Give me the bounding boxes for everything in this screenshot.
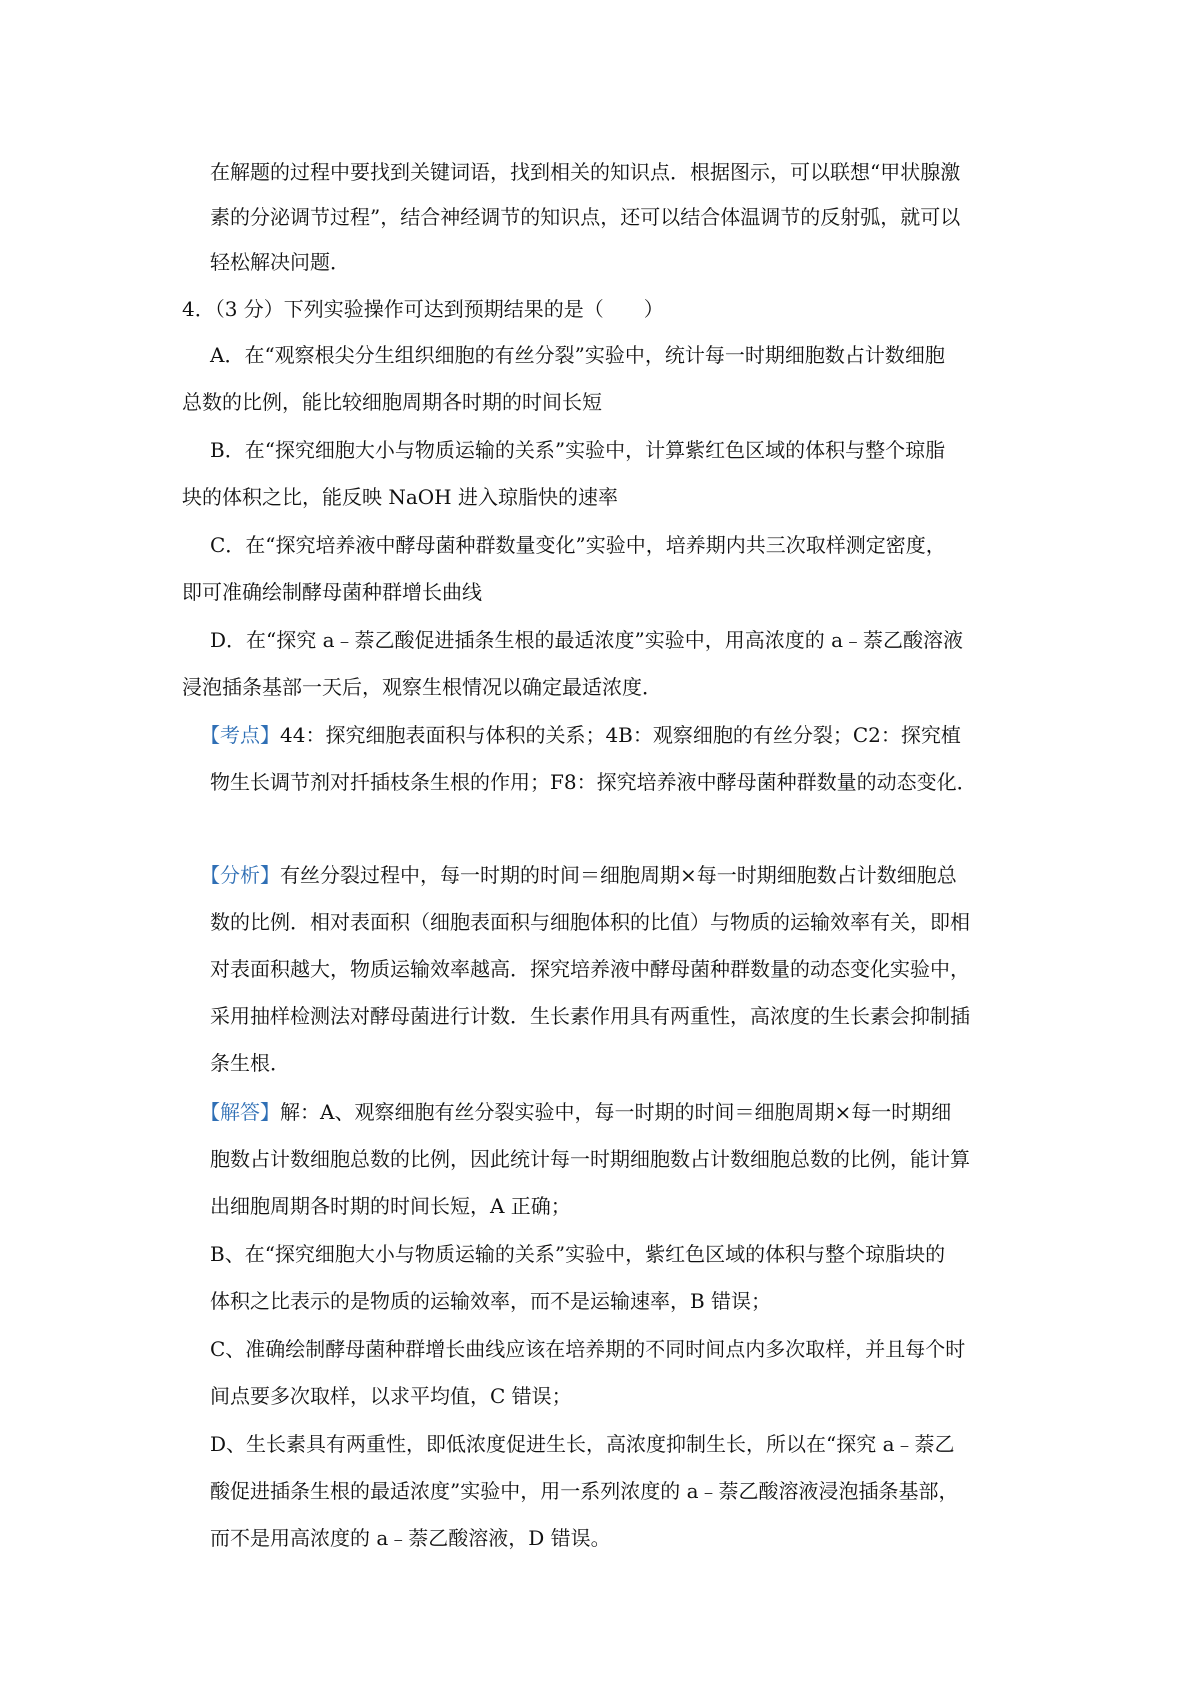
intro-line-1: 在解题的过程中要找到关键词语，找到相关的知识点．根据图示，可以联想“甲状腺激 [210, 160, 961, 184]
kaodian-text-1: 44：探究细胞表面积与体积的关系；4B：观察细胞的有丝分裂；C2：探究植 [280, 723, 961, 747]
jieda-line-10: 而不是用高浓度的 a﹣萘乙酸溶液，D 错误。 [210, 1526, 611, 1550]
fenxi-line-1 [200, 863, 957, 887]
option-d-line-2: 浸泡插条基部一天后，观察生根情况以确定最适浓度． [182, 675, 662, 699]
jieda-line-8: D、生长素具有两重性，即低浓度促进生长，高浓度抑制生长，所以在“探究 a﹣萘乙 [210, 1432, 955, 1456]
option-c-line-1: C．在“探究培养液中酵母菌种群数量变化”实验中，培养期内共三次取样测定密度， [210, 533, 946, 557]
jieda-line-3: 出细胞周期各时期的时间长短，A 正确； [210, 1194, 571, 1218]
option-c-line-2: 即可准确绘制酵母菌种群增长曲线 [182, 580, 482, 604]
option-a-line-2: 总数的比例，能比较细胞周期各时期的时间长短 [182, 390, 602, 414]
jieda-line-7: 间点要多次取样，以求平均值，C 错误； [210, 1384, 572, 1408]
option-a-line-1: A．在“观察根尖分生组织细胞的有丝分裂”实验中，统计每一时期细胞数占计数细胞 [210, 343, 945, 367]
jieda-line-5: 体积之比表示的是物质的运输效率，而不是运输速率，B 错误； [210, 1289, 772, 1313]
jieda-tag: 【解答】 [200, 1100, 280, 1124]
intro-line-2: 素的分泌调节过程”，结合神经调节的知识点，还可以结合体温调节的反射弧，就可以 [210, 205, 961, 229]
jieda-line-2: 胞数占计数细胞总数的比例，因此统计每一时期细胞数占计数细胞总数的比例，能计算 [210, 1147, 970, 1171]
jieda-line-9: 酸促进插条生根的最适浓度”实验中，用一系列浓度的 a﹣萘乙酸溶液浸泡插条基部， [210, 1479, 959, 1503]
kaodian-line-2: 物生长调节剂对扦插枝条生根的作用；F8：探究培养液中酵母菌种群数量的动态变化． [210, 770, 977, 794]
fenxi-line-3: 对表面积越大，物质运输效率越高．探究培养液中酵母菌种群数量的动态变化实验中， [210, 957, 970, 981]
intro-line-3: 轻松解决问题． [210, 250, 350, 274]
fenxi-line-4: 采用抽样检测法对酵母菌进行计数．生长素作用具有两重性，高浓度的生长素会抑制插 [210, 1004, 970, 1028]
question-stem: 4．（3 分）下列实验操作可达到预期结果的是（ ） [182, 297, 664, 321]
option-b-line-1: B．在“探究细胞大小与物质运输的关系”实验中，计算紫红色区域的体积与整个琼脂 [210, 438, 946, 462]
fenxi-tag: 【分析】 [200, 863, 280, 887]
fenxi-text-1: 有丝分裂过程中，每一时期的时间＝细胞周期×每一时期细胞数占计数细胞总 [280, 863, 957, 887]
fenxi-line-2: 数的比例．相对表面积（细胞表面积与细胞体积的比值）与物质的运输效率有关，即相 [210, 910, 970, 934]
option-b-line-2: 块的体积之比，能反映 NaOH 进入琼脂快的速率 [182, 485, 618, 509]
kaodian-tag: 【考点】 [200, 723, 280, 747]
option-d-line-1: D．在“探究 a﹣萘乙酸促进插条生根的最适浓度”实验中，用高浓度的 a﹣萘乙酸溶液 [210, 628, 964, 652]
jieda-line-6: C、准确绘制酵母菌种群增长曲线应该在培养期的不同时间点内多次取样，并且每个时 [210, 1337, 966, 1361]
jieda-line-4: B、在“探究细胞大小与物质运输的关系”实验中，紫红色区域的体积与整个琼脂块的 [210, 1242, 946, 1266]
fenxi-line-5: 条生根． [210, 1051, 290, 1075]
kaodian-line-1 [200, 723, 961, 747]
jieda-text-1: 解：A、观察细胞有丝分裂实验中，每一时期的时间＝细胞周期×每一时期细 [280, 1100, 952, 1124]
jieda-line-1 [200, 1100, 951, 1124]
